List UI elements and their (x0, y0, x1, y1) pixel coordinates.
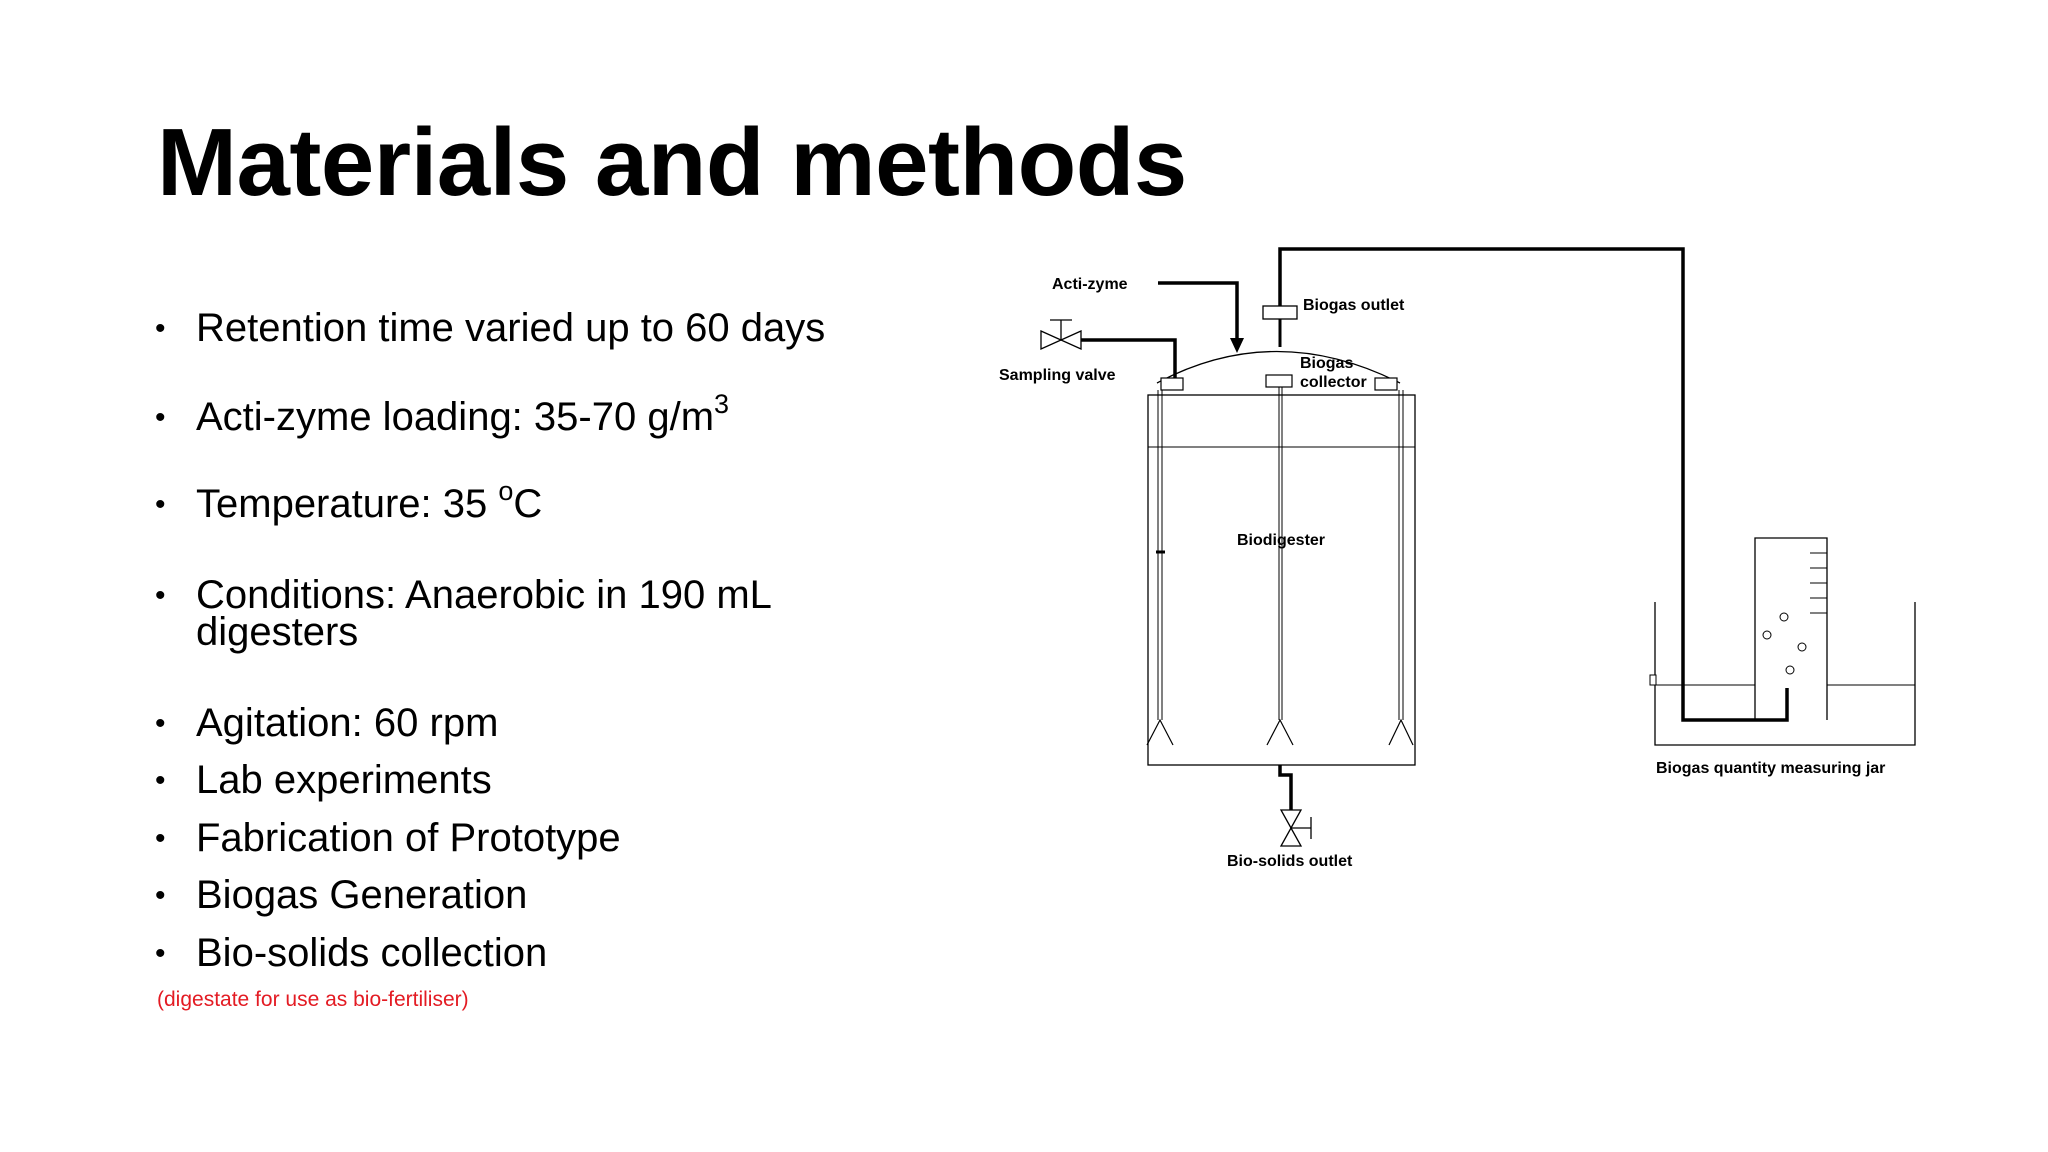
label-biogas-outlet: Biogas outlet (1303, 297, 1405, 314)
label-biogas-collector-line-2: collector (1300, 374, 1367, 391)
bullet-text: Lab experiments (196, 758, 492, 802)
bullet-text: Fabrication of Prototype (196, 816, 621, 860)
bullet-dot: • (155, 579, 166, 612)
bullet-dot: • (155, 401, 166, 434)
bullet-text-unit: C (513, 482, 543, 526)
label-acti-zyme: Acti-zyme (1052, 276, 1128, 293)
acti-zyme-feed-line (1158, 283, 1244, 353)
bio-solids-outlet-valve-icon (1280, 765, 1311, 846)
measuring-jar (1650, 538, 1915, 745)
bullet-text-main: Temperature: 35 (196, 482, 499, 526)
bullet-dot: • (155, 937, 166, 970)
bullet-dot: • (155, 764, 166, 797)
bullet-dot: • (155, 488, 166, 521)
superscript: 3 (714, 388, 730, 419)
bullet-dot: • (155, 707, 166, 740)
bullet-text: Retention time varied up to 60 days (196, 306, 826, 350)
label-sampling-valve: Sampling valve (999, 367, 1116, 384)
bullet-dot: • (155, 879, 166, 912)
biogas-pipe (1263, 249, 1787, 720)
bullet-text: Biogas Generation (196, 873, 528, 917)
bullet-dot: • (155, 822, 166, 855)
label-biodigester: Biodigester (1237, 532, 1326, 549)
bullet-text-line-1: Conditions: Anaerobic in 190 mL (196, 573, 772, 617)
label-biogas-collector-line-1: Biogas (1300, 355, 1354, 372)
bullet-text-line-2: digesters (196, 610, 359, 654)
bullet-text: Bio-solids collection (196, 931, 548, 975)
slide-title: Materials and methods (157, 109, 1187, 216)
biogas-outlet-fitting (1263, 306, 1297, 319)
digestate-note: (digestate for use as bio-fertiliser) (157, 988, 469, 1011)
bullet-text-main: Acti-zyme loading: 35-70 g/m (196, 395, 715, 439)
superscript: o (498, 475, 514, 506)
arrow-down-icon (1230, 338, 1244, 353)
biodigester-vessel (1147, 387, 1415, 765)
bullet-text: Agitation: 60 rpm (196, 701, 499, 745)
label-measuring-jar: Biogas quantity measuring jar (1656, 760, 1886, 777)
bullet-dot: • (155, 312, 166, 345)
label-bio-solids-outlet: Bio-solids outlet (1227, 853, 1353, 870)
